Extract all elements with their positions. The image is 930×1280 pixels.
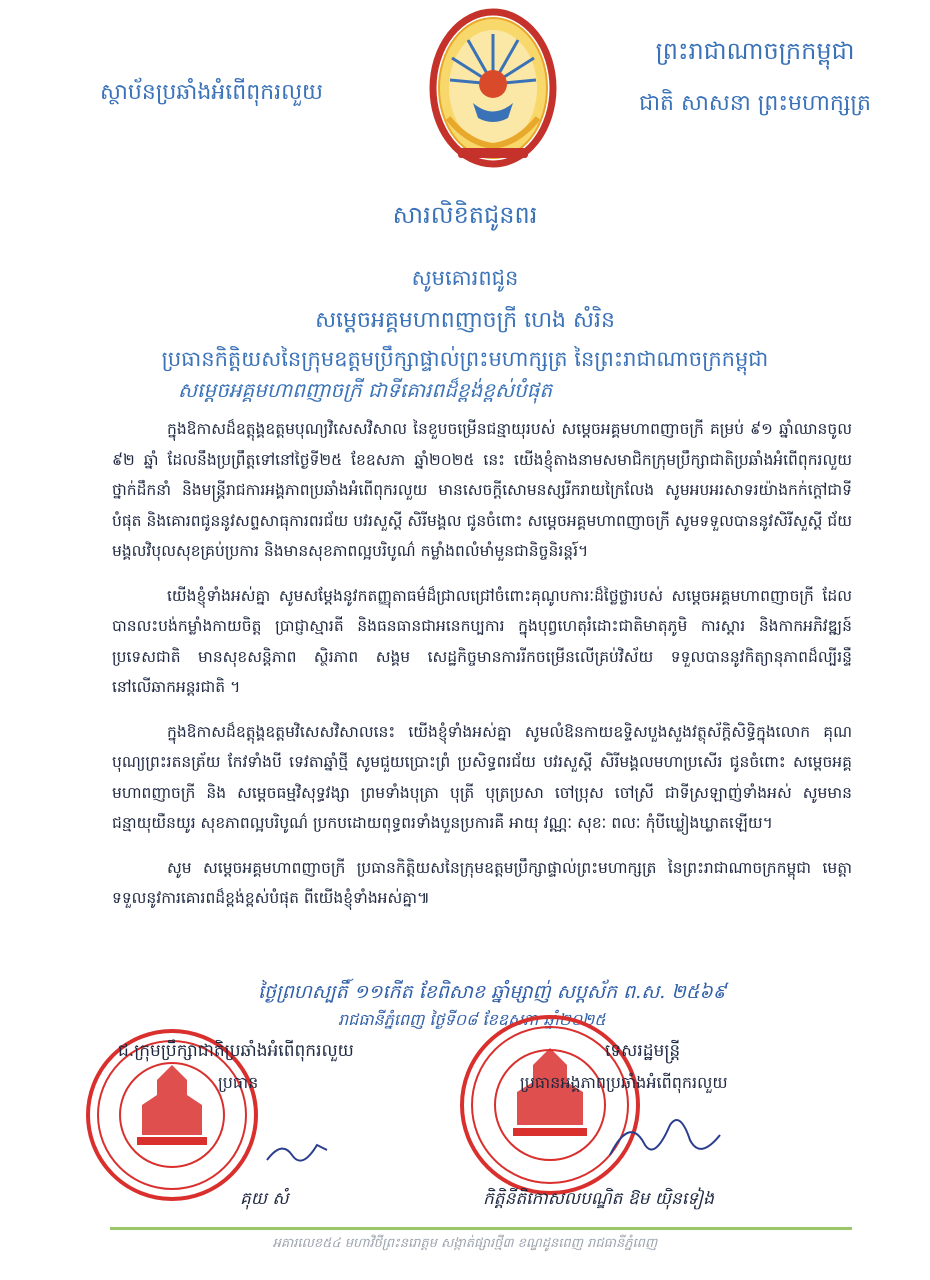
body-paragraph-3: ក្នុងឱកាសដ៏ឧត្តុង្គឧត្តមវិសេសវិសាលនេះ យើងខ្ញុំទាំងអស់គ្នា សូមលំឱនកាយឧទ្ទិសបួងសួងវត្ថុស័ក្តិសិទ្ធិក្នុងលោក គុណបុណ្យព្រះរតនត្រ័យ កែវទាំងបី ទេវតាឆ្នាំថ្មី សូមជួយប្រោះព្រំ ប្រសិទ្ធពរជ័យ បវរសួស្តី សិរីមង្គលមហាប្រសើរ ជូនចំពោះ សម្តេចអគ្គមហាពញាចក្រី និង សម្តេចធម្មវិសុទ្ធវង្សា ព្រមទាំងបុត្រា បុត្រី បុត្រប្រសា ចៅប្រុស ចៅស្រី ជាទីស្រឡាញ់ទាំងអស់ សូមមានជន្មាយុយឺនយូរ សុខភាពល្អបរិបូណ៌ ប្រកបដោយពុទ្ធពរទាំងបួនប្រការគឺ អាយុ វណ្ណៈ សុខៈ ពលៈ កុំបីឃ្លៀងឃ្លាតឡើយ។ [112,722,852,832]
emblem-logo [428,8,558,168]
addressee-role: ប្រធានកិត្តិយសនៃក្រុមឧត្តមប្រឹក្សាផ្ទាល់ព្រះមហាក្សត្រ នៃព្រះរាជាណាចក្រកម្ពុជា [161,347,769,371]
issuing-org: ស្ថាប័នប្រឆាំងអំពើពុករលួយ [100,80,324,105]
signature-right [600,1105,730,1165]
footer-divider [110,1227,852,1230]
right-signatory-name: កិត្តិនីតិកោសលបណ្ឌិត ឱម យ៉ិនទៀង [483,1189,714,1209]
body-paragraph-1: ក្នុងឱកាសដ៏ឧត្តុង្គឧត្តមបុណ្យវិសេសវិសាល នៃខួបចម្រើនជន្មាយុរបស់ សម្តេចអគ្គមហាពញាចក្រី គម្រប់ ៩១ ឆ្នាំឈានចូល ៩២ ឆ្នាំ ដែលនឹងប្រព្រឹត្តទៅនៅថ្ងៃទី២៥ ខែឧសភា ឆ្នាំ២០២៥ នេះ យើងខ្ញុំតាងនាមសមាជិកក្រុមប្រឹក្សាជាតិប្រឆាំងអំពើពុករលួយ ថ្នាក់ដឹកនាំ និងមន្ត្រីរាជការអង្គភាពប្រឆាំងអំពើពុករលួយ មានសេចក្តីសោមនស្សរីករាយក្រៃលែង សូមអបអរសាទរយ៉ាងកក់ក្តៅជាទីបំផុត និងគោរពជូននូវសព្ទសាធុការពរជ័យ បវរសួស្តី សិរីមង្គល ជូនចំពោះ សម្តេចអគ្គមហាពញាចក្រី សូមទទួលបាននូវសិរីសួស្តី ជ័យមង្គលវិបុលសុខគ្រប់ប្រការ និងមានសុខភាពល្អបរិបូណ៌ កម្លាំងពលំមាំមួនជានិច្ចនិរន្តរ៍។ [112,420,852,560]
respect-line: សូមគោរពជូន [411,266,519,290]
salutation: សម្តេចអគ្គមហាពញាចក្រី ជាទីគោរពដ៏ខ្ពង់ខ្ពស់បំផុត [178,378,553,402]
national-motto: ជាតិ សាសនា ព្រះមហាក្សត្រ [639,91,871,116]
addressee-name: សម្តេចអគ្គមហាពញាចក្រី ហេង សំរិន [315,308,615,333]
right-signatory-role: ប្រធានអង្គភាពប្រឆាំងអំពើពុករលួយ [520,1073,728,1092]
footer-address: អគារលេខ៥៤ មហាវិថីព្រះនរោត្តម សង្កាត់ផ្សារថ្មី៣ ខណ្ឌដូនពេញ រាជធានីភ្នំពេញ [272,1236,658,1251]
lunar-date: ថ្ងៃព្រហស្បតិ៍ ១១កើត ខែពិសាខ ឆ្នាំម្សាញ់ សប្តស័ក ព.ស. ២៥៦៩ [258,981,727,1003]
left-signatory-name: គុយ សំ [240,1189,289,1209]
document-type: សារលិខិតជូនពរ [392,201,538,229]
kingdom-name: ព្រះរាជាណាចក្រកម្ពុជា [655,37,855,65]
right-signatory-title: ទេសរដ្ឋមន្ត្រី [605,1041,681,1061]
left-signatory-title: ជ.ក្រុមប្រឹក្សាជាតិប្រឆាំងអំពើពុករលួយ [118,1041,354,1061]
signature-left [262,1130,332,1170]
title-block [0,200,930,377]
letter-body [112,414,852,928]
body-paragraph-2: យើងខ្ញុំទាំងអស់គ្នា សូមសម្តែងនូវកតញ្ញុតាធម៌ដ៏ជ្រាលជ្រៅចំពោះគុណូបការៈដ៏ថ្លៃថ្លារបស់ សម្តេចអគ្គមហាពញាចក្រី ដែលបានលះបង់កម្លាំងកាយចិត្ត ប្រាជ្ញាស្មារតី និងធនធានជាអនេកប្បការ ក្នុងបុព្វហេតុរំដោះជាតិមាតុភូមិ ការស្តារ និងកាកអភិវឌ្ឍន៍ប្រទេសជាតិ មានសុខសន្តិភាព ស្ថិរភាព សង្គម សេដ្ឋកិច្ចមានការរីកចម្រើនលើគ្រប់វិស័យ ទទួលបាននូវកិត្យានុភាពដ៏ល្បីរន្ទឺនៅលើឆាកអន្តរជាតិ ។ [112,586,852,696]
left-signatory-role: ប្រធាន [218,1073,259,1092]
kingdom-header [600,36,910,121]
solar-date: រាជធានីភ្នំពេញ ថ្ងៃទី០៨ ខែឧសភា ឆ្នាំ២០២៥ [338,1010,606,1029]
body-paragraph-4: សូម សម្តេចអគ្គមហាពញាចក្រី ប្រធានកិត្តិយសនៃក្រុមឧត្តមប្រឹក្សាផ្ទាល់ព្រះមហាក្សត្រ នៃព្រះរាជាណាចក្រកម្ពុជា មេត្តាទទួលនូវការគោរពដ៏ខ្ពង់ខ្ពស់បំផុត ពីយើងខ្ញុំទាំងអស់គ្នា៕ [112,858,852,907]
